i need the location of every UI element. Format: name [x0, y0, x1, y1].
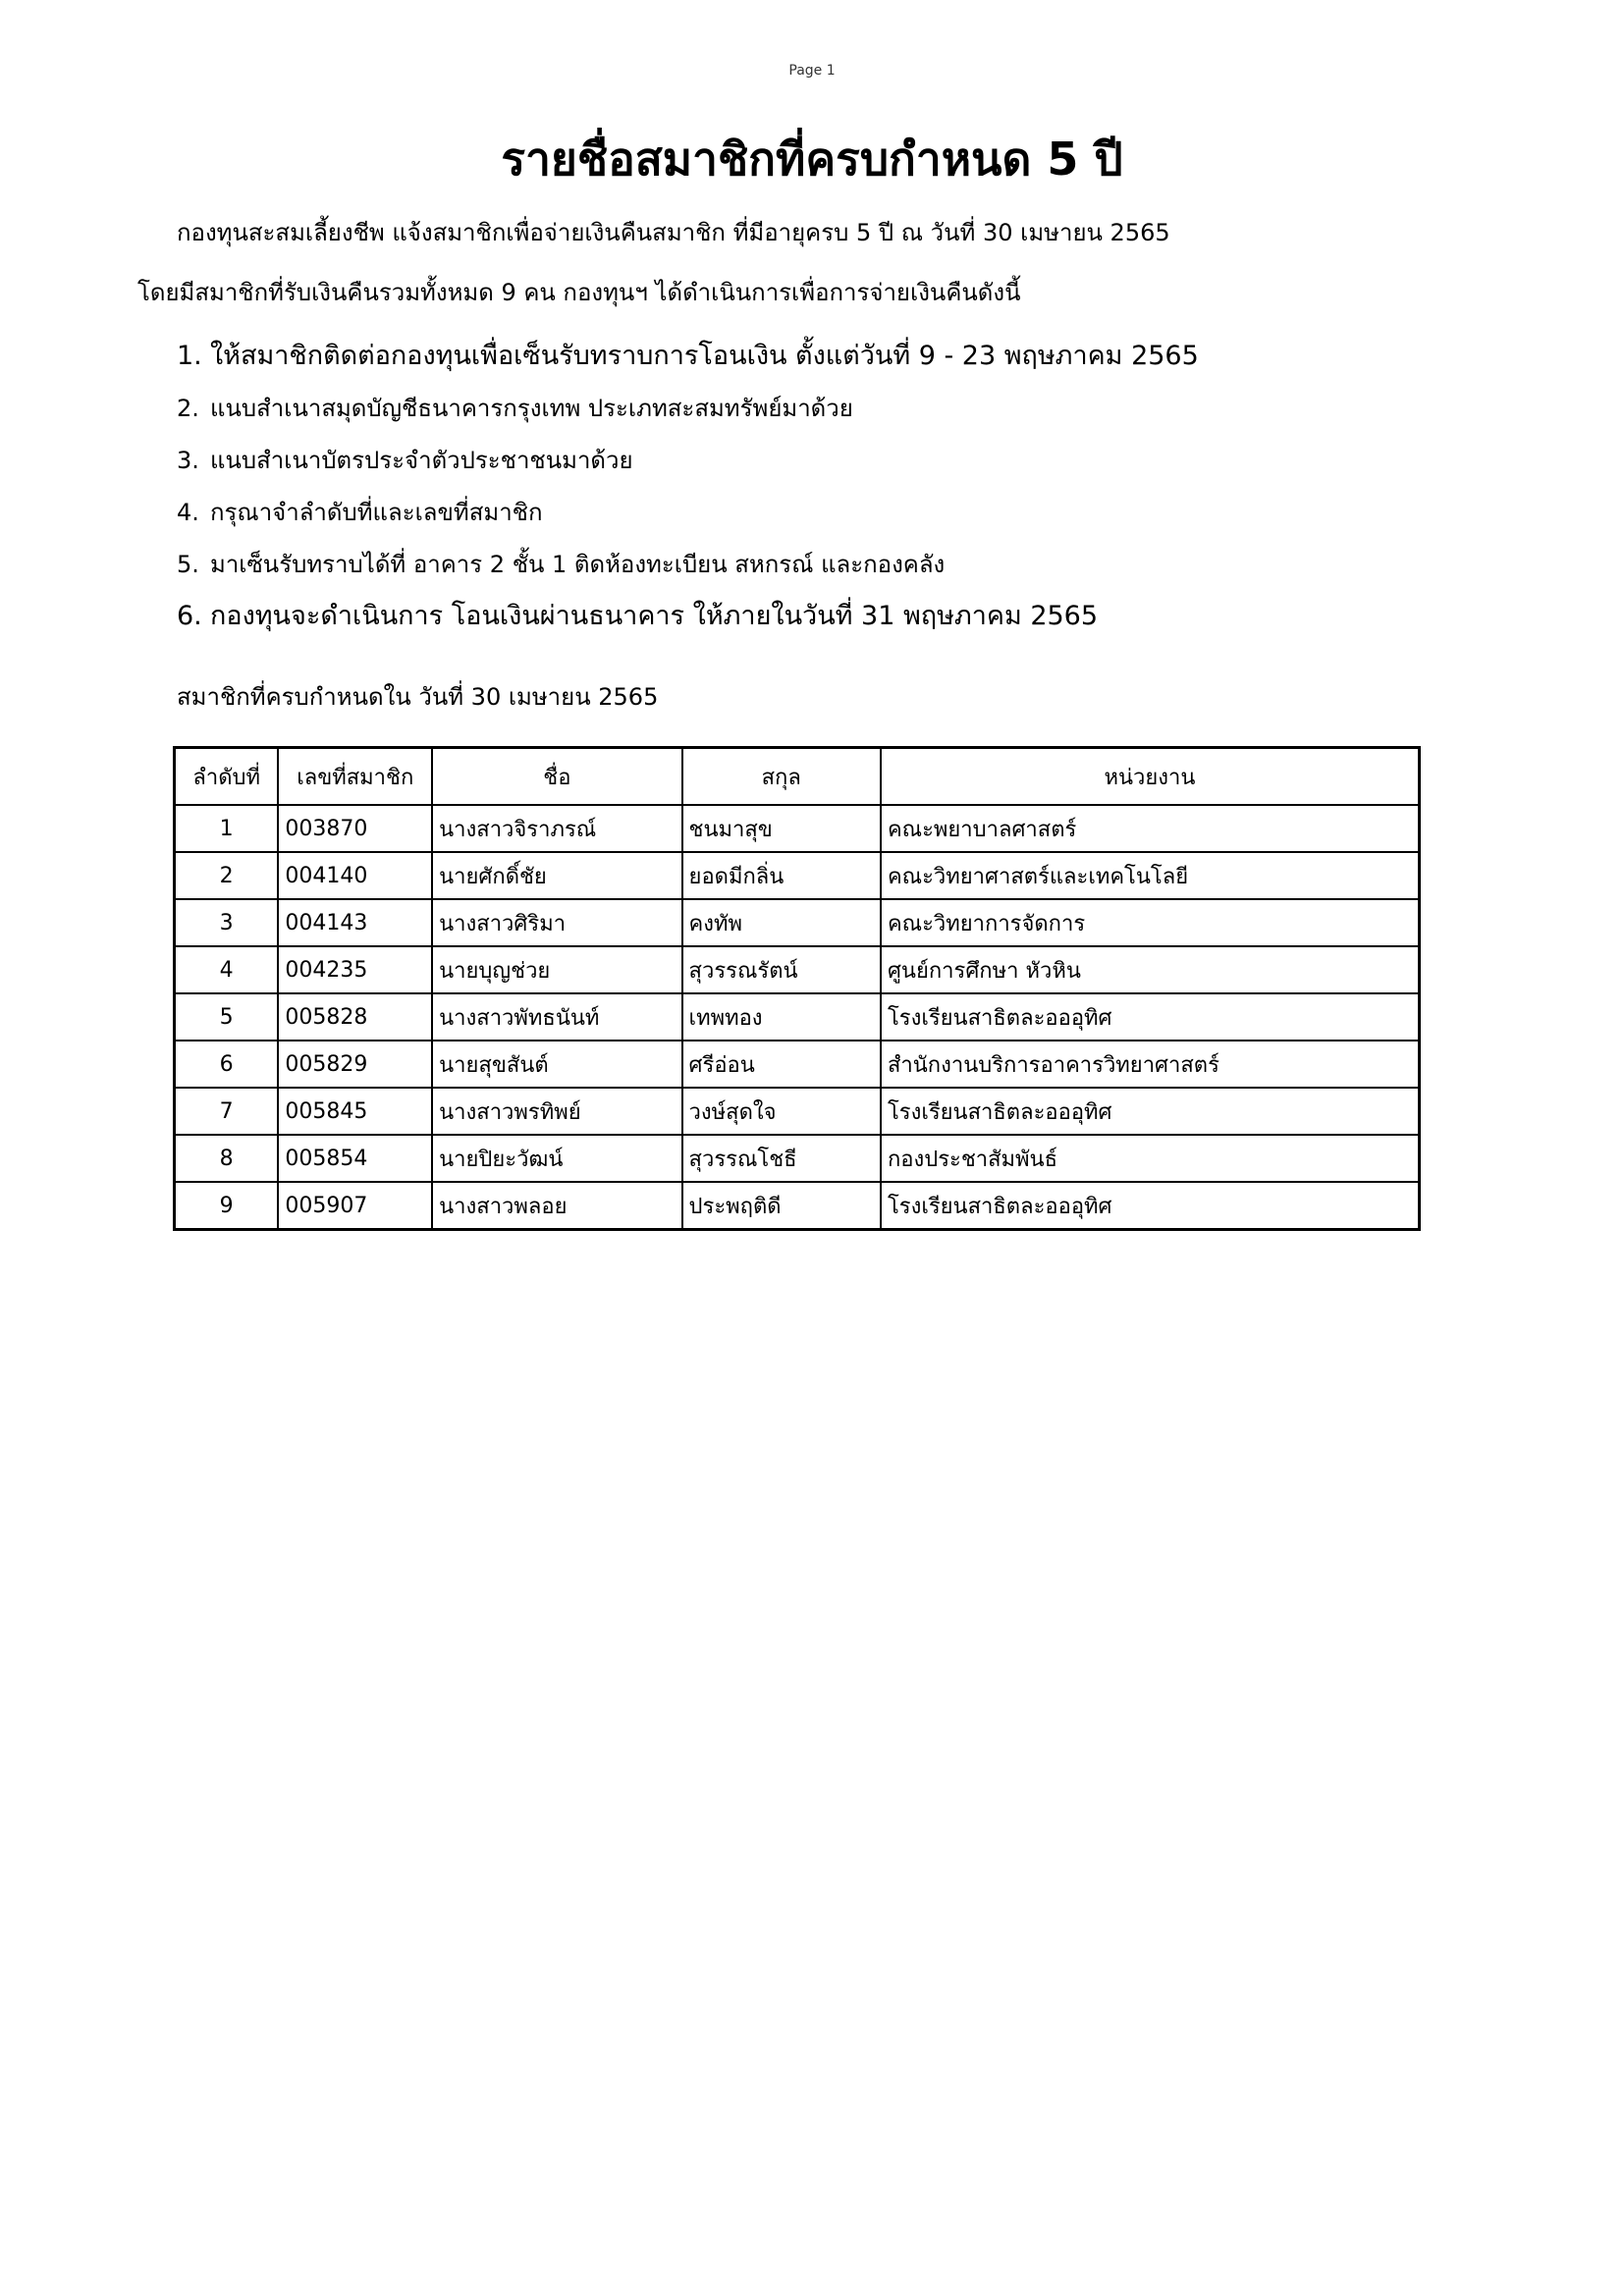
cell-seq: 6 [175, 1041, 279, 1088]
cell-member-id: 005845 [278, 1088, 432, 1135]
cell-unit: โรงเรียนสาธิตละอออุทิศ [881, 993, 1420, 1041]
intro-line-2: โดยมีสมาชิกที่รับเงินคืนรวมทั้งหมด 9 คน กองทุนฯ ได้ดำเนินการเพื่อการจ่ายเงินคืนดังนี้ [137, 279, 1021, 306]
instruction-number: 6. [177, 601, 202, 631]
instruction-item [177, 548, 1199, 600]
cell-name: นางสาวพรทิพย์ [432, 1088, 681, 1135]
cell-name: นางสาวพัทธนันท์ [432, 993, 681, 1041]
header-seq: ลำดับที่ [175, 748, 279, 806]
cell-unit: กองประชาสัมพันธ์ [881, 1135, 1420, 1182]
cell-member-id: 004140 [278, 852, 432, 899]
cell-seq: 5 [175, 993, 279, 1041]
table-row [175, 852, 1420, 899]
table-row [175, 993, 1420, 1041]
cell-surname: ชนมาสุข [682, 805, 881, 852]
cell-unit: โรงเรียนสาธิตละอออุทิศ [881, 1182, 1420, 1230]
cell-name: นายบุญช่วย [432, 946, 681, 993]
cell-member-id: 005829 [278, 1041, 432, 1088]
cell-seq: 9 [175, 1182, 279, 1230]
cell-unit: สำนักงานบริการอาคารวิทยาศาสตร์ [881, 1041, 1420, 1088]
cell-member-id: 004143 [278, 899, 432, 946]
instruction-item [177, 392, 1199, 444]
instruction-text: แนบสำเนาบัตรประจำตัวประชาชนมาด้วย [210, 447, 633, 474]
table-row [175, 1182, 1420, 1230]
instruction-item [177, 340, 1199, 392]
cell-unit: คณะวิทยาการจัดการ [881, 899, 1420, 946]
page-number-label: Page 1 [788, 63, 836, 79]
table-row [175, 1088, 1420, 1135]
instruction-number: 5. [177, 551, 199, 578]
instruction-text: ให้สมาชิกติดต่อกองทุนเพื่อเซ็นรับทราบการโอนเงิน ตั้งแต่วันที่ 9 - 23 พฤษภาคม 2565 [210, 341, 1199, 371]
header-name: ชื่อ [432, 748, 681, 806]
cell-unit: คณะพยาบาลศาสตร์ [881, 805, 1420, 852]
intro-line-1: กองทุนสะสมเลี้ยงชีพ แจ้งสมาชิกเพื่อจ่ายเงินคืนสมาชิก ที่มีอายุครบ 5 ปี ณ วันที่ 30 เมษายน 2565 [177, 219, 1170, 246]
header-unit: หน่วยงาน [881, 748, 1420, 806]
cell-seq: 7 [175, 1088, 279, 1135]
page-title: รายชื่อสมาชิกที่ครบกำหนด 5 ปี [501, 133, 1123, 186]
cell-surname: สุวรรณโชธี [682, 1135, 881, 1182]
cell-unit: ศูนย์การศึกษา หัวหิน [881, 946, 1420, 993]
table-row [175, 946, 1420, 993]
cell-name: นายปิยะวัฒน์ [432, 1135, 681, 1182]
instruction-number: 3. [177, 447, 199, 474]
header-surname: สกุล [682, 748, 881, 806]
cell-surname: คงทัพ [682, 899, 881, 946]
cell-surname: ยอดมีกลิ่น [682, 852, 881, 899]
cell-surname: ศรีอ่อน [682, 1041, 881, 1088]
instruction-text: กรุณาจำลำดับที่และเลขที่สมาชิก [210, 499, 543, 526]
cell-member-id: 003870 [278, 805, 432, 852]
members-table [173, 746, 1421, 1231]
cell-name: นางสาวจิราภรณ์ [432, 805, 681, 852]
instruction-number: 1. [177, 341, 202, 371]
cell-seq: 2 [175, 852, 279, 899]
cell-surname: เทพทอง [682, 993, 881, 1041]
cell-name: นางสาวพลอย [432, 1182, 681, 1230]
cell-name: นายศักดิ์ชัย [432, 852, 681, 899]
cell-member-id: 005907 [278, 1182, 432, 1230]
cell-member-id: 005828 [278, 993, 432, 1041]
cell-unit: โรงเรียนสาธิตละอออุทิศ [881, 1088, 1420, 1135]
cell-seq: 3 [175, 899, 279, 946]
instruction-list [177, 340, 1199, 652]
table-row [175, 899, 1420, 946]
cell-seq: 1 [175, 805, 279, 852]
cell-surname: วงษ์สุดใจ [682, 1088, 881, 1135]
table-row [175, 1135, 1420, 1182]
cell-surname: สุวรรณรัตน์ [682, 946, 881, 993]
instruction-text: แนบสำเนาสมุดบัญชีธนาคารกรุงเทพ ประเภทสะสมทรัพย์มาด้วย [210, 395, 853, 422]
cell-unit: คณะวิทยาศาสตร์และเทคโนโลยี [881, 852, 1420, 899]
cell-name: นายสุขสันต์ [432, 1041, 681, 1088]
cell-name: นางสาวศิริมา [432, 899, 681, 946]
cell-surname: ประพฤติดี [682, 1182, 881, 1230]
table-row [175, 805, 1420, 852]
header-member-id: เลขที่สมาชิก [278, 748, 432, 806]
cell-seq: 4 [175, 946, 279, 993]
instruction-number: 4. [177, 499, 199, 526]
instruction-item [177, 600, 1199, 652]
cell-member-id: 005854 [278, 1135, 432, 1182]
due-date-line: สมาชิกที่ครบกำหนดใน วันที่ 30 เมษายน 2565 [177, 683, 659, 711]
cell-member-id: 004235 [278, 946, 432, 993]
instruction-text: กองทุนจะดำเนินการ โอนเงินผ่านธนาคาร ให้ภายในวันที่ 31 พฤษภาคม 2565 [210, 601, 1099, 631]
instruction-item [177, 444, 1199, 496]
instruction-text: มาเซ็นรับทราบได้ที่ อาคาร 2 ชั้น 1 ติดห้องทะเบียน สหกรณ์ และกองคลัง [210, 551, 946, 578]
table-row [175, 1041, 1420, 1088]
cell-seq: 8 [175, 1135, 279, 1182]
instruction-number: 2. [177, 395, 199, 422]
instruction-item [177, 496, 1199, 548]
table-header-row [175, 748, 1420, 806]
